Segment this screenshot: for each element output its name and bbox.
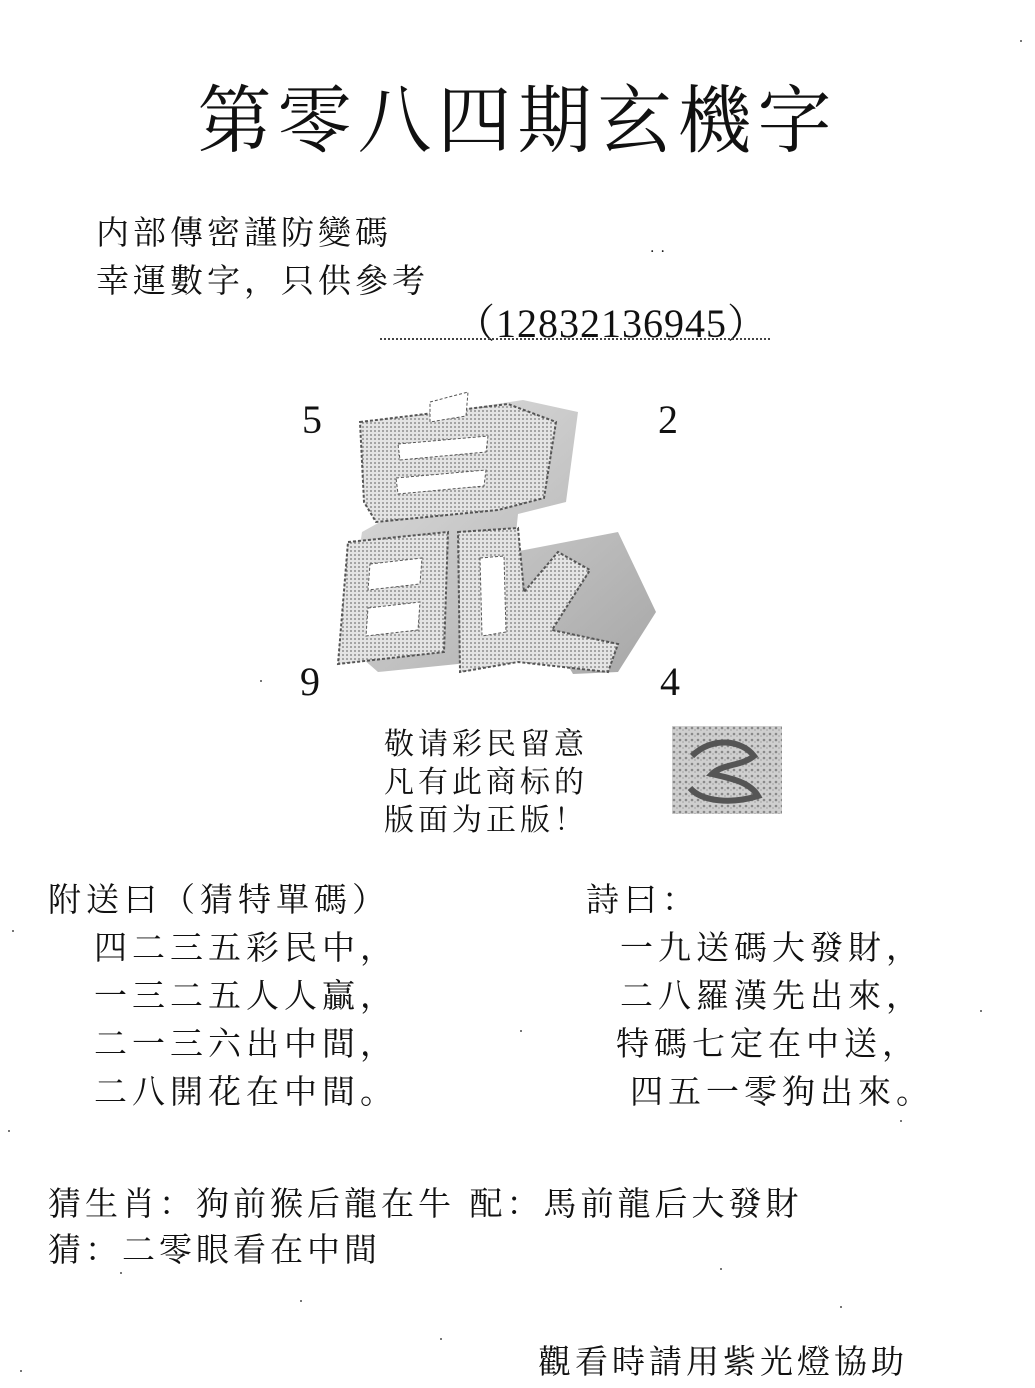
scan-speck [12, 930, 14, 932]
scan-speck [900, 1120, 902, 1122]
notice-line-2: 凡有此商标的 [384, 765, 588, 800]
guess-zodiac-line: 猜生肖：狗前猴后龍在牛 配：馬前龍后大發財 [48, 1184, 803, 1223]
scan-speck [720, 1268, 722, 1270]
brand-logo [672, 726, 782, 814]
notice-line-1: 敬请彩民留意 [384, 727, 588, 762]
lucky-numbers: （12832136945） [455, 301, 768, 346]
number-top-right: 2 [658, 397, 678, 442]
notice-line-3: 版面为正版！ [384, 803, 588, 838]
gift-line-3: 二一三六出中間， [94, 1024, 398, 1063]
zodiac-glyph [318, 382, 668, 682]
guess-number-line: 猜：二零眼看在中間 [48, 1230, 381, 1269]
brand-logo-icon [672, 726, 782, 814]
page-title: 第零八四期玄機字 [197, 78, 838, 164]
poem-section [586, 876, 934, 1116]
scan-speck [20, 1370, 22, 1372]
rat-glyph-3d-icon [318, 382, 668, 682]
scan-speck [840, 1306, 842, 1308]
intro-line-1: 内部傳密謹防變碼 [96, 213, 392, 252]
poem-line-4: 四五一零狗出來。 [630, 1072, 934, 1111]
poem-line-1: 一九送碼大發財， [620, 928, 924, 967]
scan-speck [300, 1300, 302, 1302]
scan-speck [1020, 40, 1022, 42]
scan-speck [120, 1272, 122, 1274]
poem-heading: 詩曰： [586, 880, 700, 919]
scan-speck [440, 1338, 442, 1340]
number-bottom-right: 4 [660, 659, 680, 704]
gift-line-2: 一三二五人人贏， [94, 976, 398, 1015]
gift-line-4: 二八開花在中間。 [94, 1072, 398, 1111]
print-dots: ·· [650, 244, 671, 260]
scan-speck [980, 1010, 982, 1012]
gift-heading: 附送曰（猜特單碼） [48, 880, 390, 919]
gift-line-1: 四二三五彩民中， [94, 928, 398, 967]
scan-speck [8, 1130, 10, 1132]
poem-line-3: 特碼七定在中送， [616, 1024, 920, 1063]
intro-line-2: 幸運數字，只供參考 [96, 261, 429, 300]
number-top-left: 5 [302, 397, 322, 442]
poem-line-2: 二八羅漢先出來， [620, 976, 924, 1015]
footer-note: 觀看時請用紫光燈協助 [538, 1342, 908, 1381]
gift-section [48, 876, 398, 1116]
strike-residue [380, 338, 770, 340]
notice-block [384, 726, 588, 840]
number-bottom-left: 9 [300, 659, 320, 704]
scan-speck [520, 1030, 522, 1032]
scan-speck [260, 680, 262, 682]
